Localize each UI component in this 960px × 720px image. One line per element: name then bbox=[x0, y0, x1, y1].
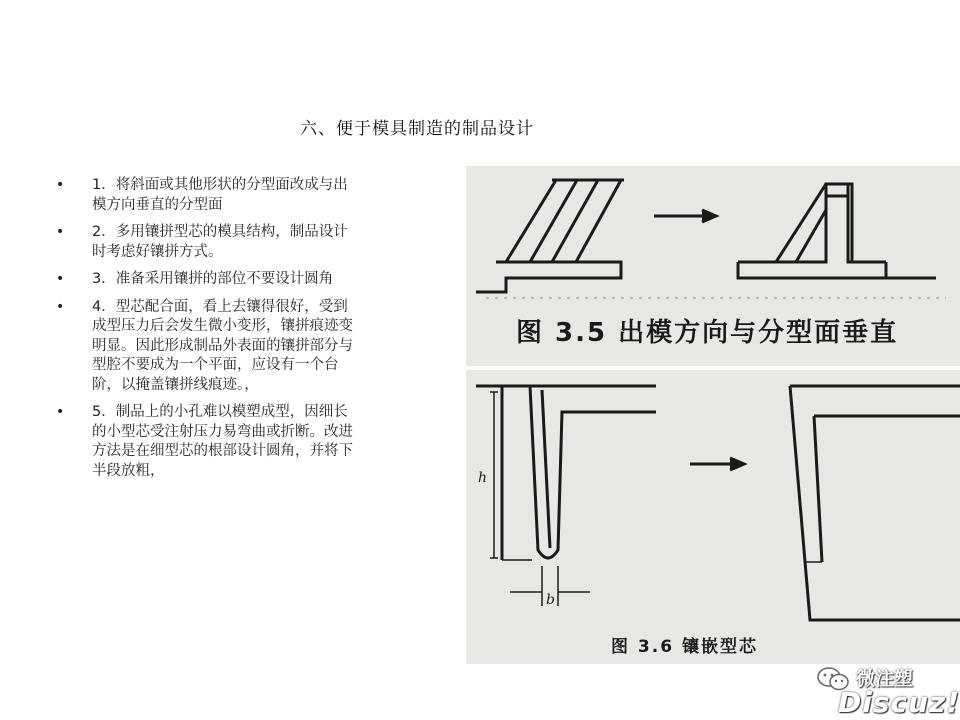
bullet-item bbox=[56, 403, 376, 481]
dimension-h-label: h bbox=[478, 470, 488, 486]
discuz-logo: Discuz! bbox=[838, 686, 960, 719]
slide-title: 六、便于模具制造的制品设计 bbox=[300, 119, 534, 139]
bullet-item bbox=[56, 176, 376, 215]
watermark-account-name: 微注塑 bbox=[856, 668, 914, 690]
bullet-item bbox=[56, 223, 376, 262]
figure-3-6-drawing bbox=[466, 370, 960, 664]
bullet-list bbox=[56, 176, 376, 489]
bullet-dot: • bbox=[56, 298, 65, 315]
bullet-text: 1．将斜面或其他形状的分型面改成与出模方向垂直的分型面 bbox=[92, 177, 348, 213]
dimension-b-label: b bbox=[546, 592, 555, 608]
bullet-item bbox=[56, 270, 376, 290]
bullet-dot: • bbox=[56, 271, 65, 287]
figure-3-5 bbox=[466, 166, 960, 366]
bullet-text: 2．多用镶拼型芯的模具结构，制品设计时考虑好镶拼方式。 bbox=[92, 224, 348, 260]
bullet-item bbox=[56, 298, 376, 396]
watermark bbox=[816, 664, 960, 719]
figure-3-5-caption: 图 3.5 出模方向与分型面垂直 bbox=[516, 318, 899, 348]
bullet-dot: • bbox=[56, 224, 65, 240]
bullet-dot: • bbox=[56, 177, 65, 193]
bullet-dot: • bbox=[56, 404, 65, 420]
figure-3-6 bbox=[466, 370, 960, 664]
bullet-text: 5．制品上的小孔难以模塑成型，因细长的小型芯受注射压力易弯曲或折断。改进方法是在细型芯的根部设计圆角，并将下半段放粗， bbox=[92, 404, 353, 479]
figure-3-6-caption: 图 3.6 镶嵌型芯 bbox=[611, 637, 758, 657]
bullet-text: 4．型芯配合面，看上去镶得很好，受到成型压力后会发生微小变形，镶拼痕迹变明显。因此形成制品外表面的镶拼部分与型腔不要成为一个平面，应设有一个台阶，以掩盖镶拼线痕迹。， bbox=[92, 298, 353, 393]
bullet-text: 3．准备采用镶拼的部位不要设计圆角 bbox=[92, 271, 334, 287]
